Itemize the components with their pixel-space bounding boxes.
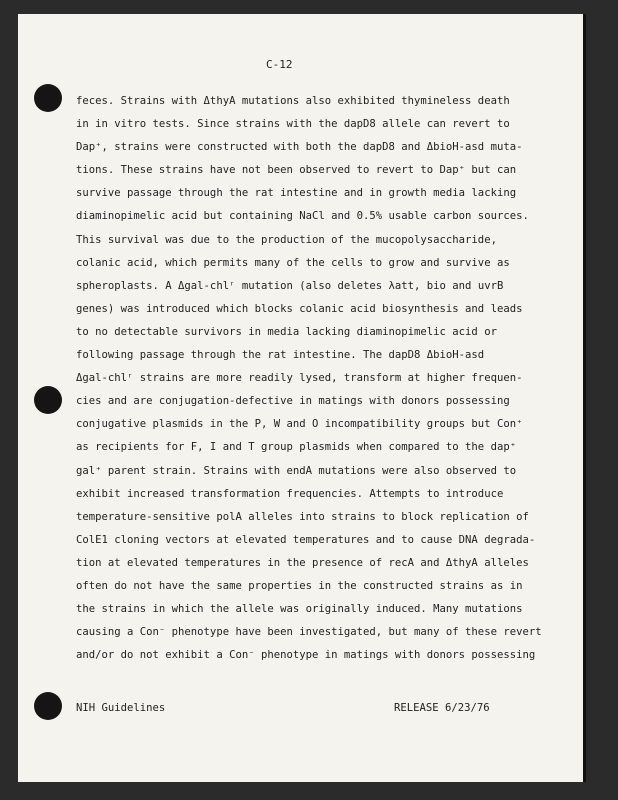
body-line: colanic acid, which permits many of the cells to grow and survive as (76, 256, 510, 269)
body-line: Δgal-chlʳ strains are more readily lysed, transform at higher frequen- (76, 372, 523, 385)
body-line: cies and are conjugation-defective in matings with donors possessing (76, 395, 510, 408)
body-text (76, 90, 542, 667)
body-line: tions. These strains have not been observed to revert to Dap⁺ but can (76, 164, 517, 177)
document-page (18, 14, 586, 782)
body-line: following passage through the rat intestine. The dapD8 ΔbioH-asd (76, 349, 485, 362)
body-line: often do not have the same properties in the constructed strains as in (76, 579, 523, 592)
punch-hole-bottom (34, 692, 62, 720)
body-line: genes) was introduced which blocks colanic acid biosynthesis and leads (76, 302, 523, 315)
body-line: feces. Strains with ΔthyA mutations also exhibited thymineless death (76, 95, 510, 107)
page-number: C-12 (266, 58, 293, 71)
footer-release: RELEASE 6/23/76 (394, 702, 490, 714)
body-line: conjugative plasmids in the P, W and O incompatibility groups but Con⁺ (76, 418, 523, 431)
body-line: This survival was due to the production of the mucopolysaccharide, (76, 233, 497, 246)
body-line: to no detectable survivors in media lacking diaminopimelic acid or (76, 325, 497, 338)
body-line: survive passage through the rat intestine and in growth media lacking (76, 187, 517, 200)
punch-hole-middle (34, 386, 62, 414)
body-line: and/or do not exhibit a Con⁻ phenotype in matings with donors possessing (76, 649, 536, 662)
body-line: in in vitro tests. Since strains with the dapD8 allele can revert to (76, 118, 510, 131)
body-line: ColE1 cloning vectors at elevated temperatures and to cause DNA degrada- (76, 533, 536, 546)
body-line: tion at elevated temperatures in the presence of recA and ΔthyA alleles (76, 556, 529, 569)
body-line: causing a Con⁻ phenotype have been investigated, but many of these revert (76, 626, 542, 639)
body-line: temperature-sensitive polA alleles into strains to block replication of (76, 510, 529, 523)
body-line: as recipients for F, I and T group plasmids when compared to the dap⁺ (76, 441, 517, 454)
body-line: Dap⁺, strains were constructed with both the dapD8 and ΔbioH-asd muta- (76, 141, 523, 154)
body-line: spheroplasts. A Δgal-chlʳ mutation (also deletes λatt, bio and uvrB (76, 279, 504, 292)
footer-left: NIH Guidelines (76, 702, 166, 714)
body-line: exhibit increased transformation frequencies. Attempts to introduce (76, 487, 504, 500)
punch-hole-top (34, 84, 62, 112)
body-line: the strains in which the allele was originally induced. Many mutations (76, 603, 523, 616)
body-line: diaminopimelic acid but containing NaCl and 0.5% usable carbon sources. (76, 210, 529, 223)
body-line: gal⁺ parent strain. Strains with endA mutations were also observed to (76, 464, 517, 477)
